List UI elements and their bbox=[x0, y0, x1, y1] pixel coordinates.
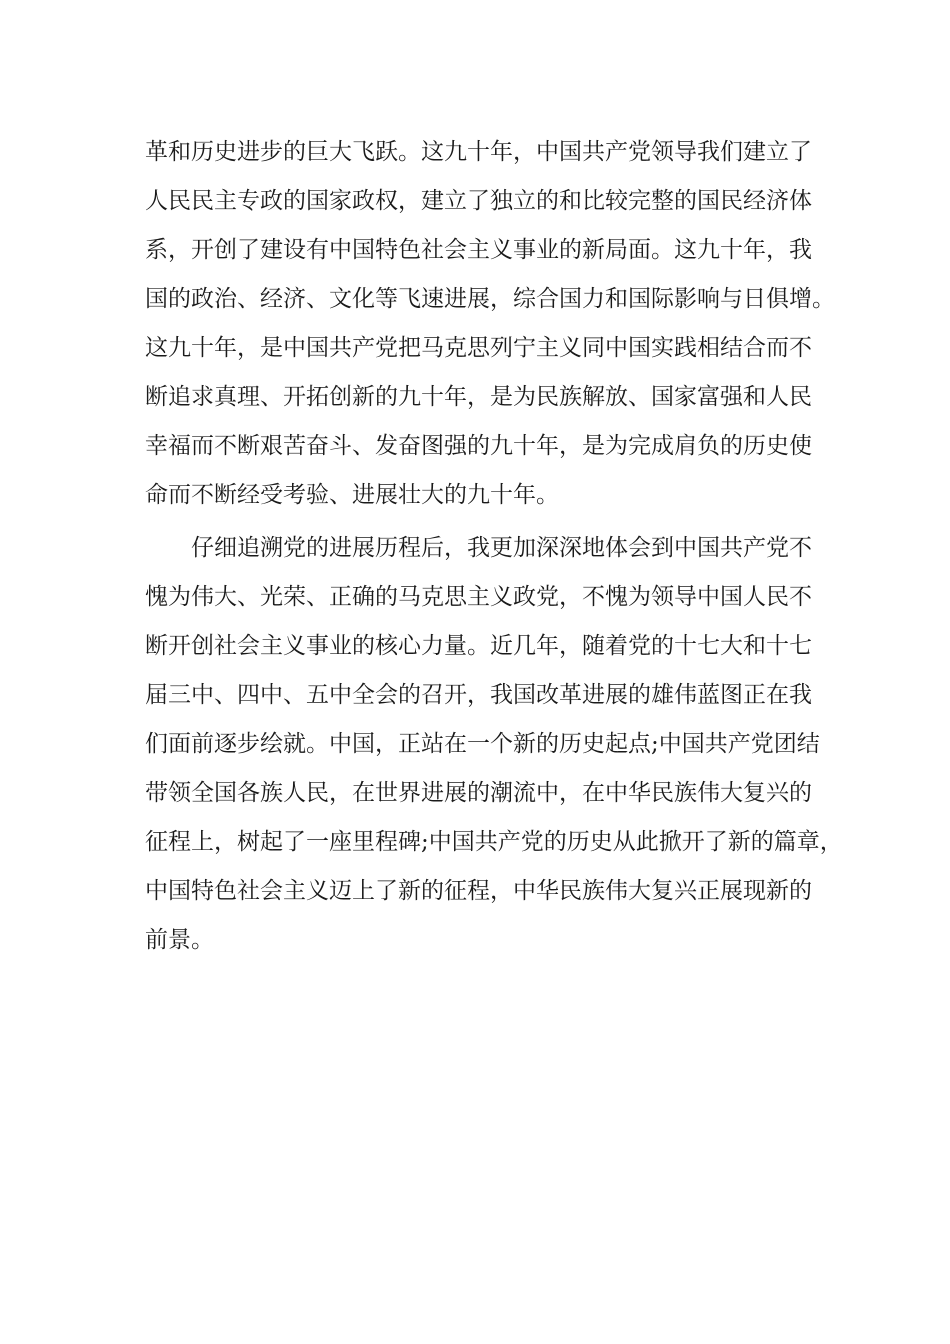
paragraph-line: 前景。 bbox=[145, 927, 214, 953]
paragraph-line: 中国特色社会主义迈上了新的征程，中华民族伟大复兴正展现新的 bbox=[145, 878, 812, 904]
paragraph-line: 带领全国各族人民，在世界进展的潮流中，在中华民族伟大复兴的 bbox=[145, 780, 812, 806]
paragraph-line: 征程上，树起了一座里程碑;中国共产党的历史从此掀开了新的篇章， bbox=[145, 829, 843, 855]
paragraph-line: 们面前逐步绘就。中国，正站在一个新的历史起点;中国共产党团结 bbox=[145, 731, 820, 757]
paragraph-line: 系，开创了建设有中国特色社会主义事业的新局面。这九十年，我 bbox=[145, 237, 812, 263]
paragraph-line: 革和历史进步的巨大飞跃。这九十年，中国共产党领导我们建立了 bbox=[145, 139, 812, 165]
paragraph-line: 命而不断经受考验、进展壮大的九十年。 bbox=[145, 482, 559, 508]
paragraph-line: 届三中、四中、五中全会的召开，我国改革进展的雄伟蓝图正在我 bbox=[145, 682, 812, 708]
paragraph-line: 断追求真理、开拓创新的九十年，是为民族解放、国家富强和人民 bbox=[145, 384, 812, 410]
paragraph-line: 国的政治、经济、文化等飞速进展，综合国力和国际影响与日俱增。 bbox=[145, 286, 835, 312]
paragraph-line: 仔细追溯党的进展历程后，我更加深深地体会到中国共产党不 bbox=[191, 535, 812, 561]
paragraph-line: 断开创社会主义事业的核心力量。近几年，随着党的十七大和十七 bbox=[145, 633, 812, 659]
paragraph-line: 人民民主专政的国家政权，建立了独立的和比较完整的国民经济体 bbox=[145, 188, 812, 214]
paragraph-line: 愧为伟大、光荣、正确的马克思主义政党，不愧为领导中国人民不 bbox=[145, 584, 812, 610]
paragraph-line: 这九十年，是中国共产党把马克思列宁主义同中国实践相结合而不 bbox=[145, 335, 812, 361]
paragraph-line: 幸福而不断艰苦奋斗、发奋图强的九十年，是为完成肩负的历史使 bbox=[145, 433, 812, 459]
